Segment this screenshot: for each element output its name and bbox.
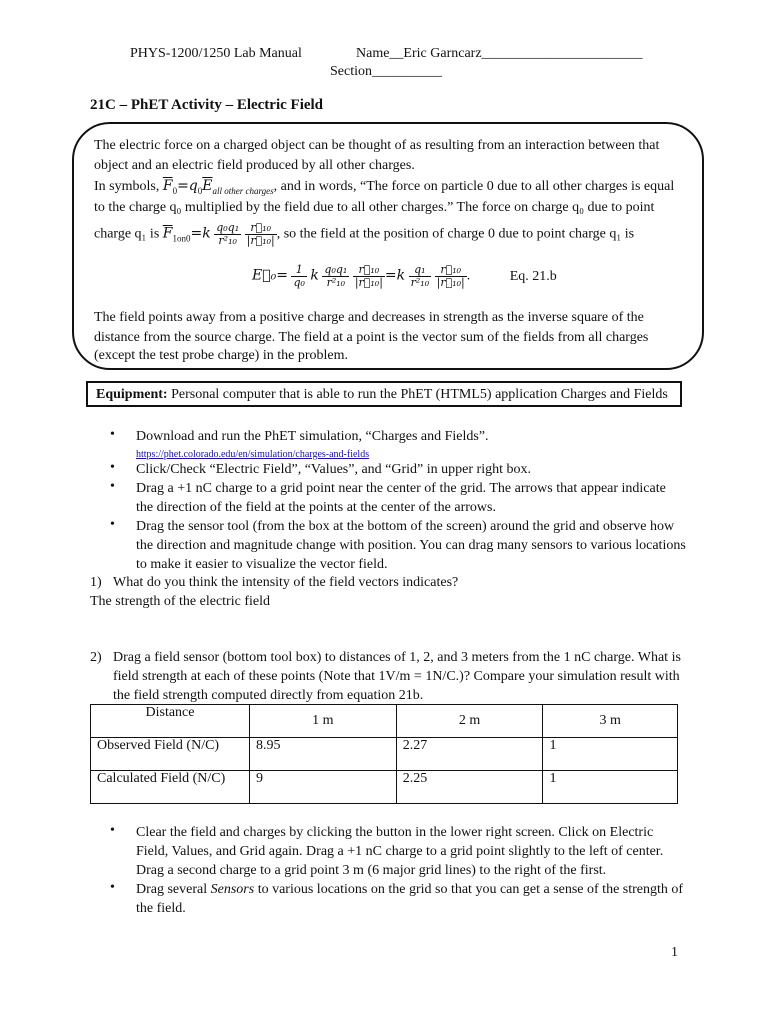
question-1-number: 1) [90,575,102,590]
table-header-cell: Distance [91,705,250,738]
table-header-cell: 3 m [543,705,678,738]
intro-line-4: to the charge q₀ multiplied by the field due to all other charges.” The force on charge q₀ due to point [94,200,655,215]
field-symbol: $\overline{E}$ [202,178,213,194]
table-cell: 1 [543,771,678,804]
intro-line-3 [94,178,674,196]
equipment-box [86,381,682,407]
table-header-cell: 2 m [396,705,543,738]
intro-line-5-pre: charge q₁ is [94,226,160,242]
question-1-answer: The strength of the electric field [90,594,270,609]
table-cell: Calculated Field (N/C) [91,771,250,804]
header-section: Section__________ [330,64,442,79]
equipment-label: Equipment: [96,387,168,402]
bullet-drag-sensors-pre: Drag several [136,882,211,897]
field-table [90,704,678,804]
intro-line-9: (except the test probe charge) in the problem. [94,348,348,363]
equals-k: =k [190,225,211,242]
question-2-text: Drag a field sensor (bottom tool box) to distances of 1, 2, and 3 meters from the 1 nC charge. What is field strength at each of these points (Note that 1V/m = 1N/C.)? Compare your simulation result with the field strength computed directly from equation 21b. [113,650,681,703]
table-header-cell: 1 m [250,705,397,738]
bullet-marker: • [110,517,115,532]
intro-line-3-pre: In symbols, [94,179,160,194]
header-course: PHYS-1200/1250 Lab Manual [130,46,302,61]
bullet-marker: • [110,880,115,895]
page-number: 1 [671,945,678,960]
eq-frac-2: $\frac{\text{q₀q₁}}{\text{r²₁₀}}$ [324,263,348,289]
force-symbol: $\overline{F}$ [162,178,173,194]
eq-frac-4: $\frac{\text{q₁}}{\text{r²₁₀}}$ [410,263,430,289]
bullet-marker: • [110,460,115,475]
eq-lhs: E⃗₀= [252,267,288,284]
intro-line-5-post: , so the field at the position of charge 0 due to point charge q₁ is [276,226,635,242]
equals-q: =q [177,178,198,194]
phet-link-text[interactable]: https://phet.colorado.edu/en/simulation/charges-and-fields [136,449,370,460]
eq-k1: k [310,267,319,284]
eq-frac-1: $\frac{1}{\text{q₀}}$ [293,263,305,289]
bullet-drag-sensors-post: to various locations on the grid so that you can get a sense of the strength of the field. [136,882,684,916]
question-1-text: What do you think the intensity of the field vectors indicates? [113,575,459,590]
table-row [91,738,678,771]
eq-frac-3: $\frac{\text{r⃗₁₀}}{\text{|r⃗₁₀|}}$ [354,263,383,289]
field-subscript: all other charges [212,185,274,196]
equation-label: Eq. 21.b [509,268,557,284]
q-subscript: 0 [197,185,203,196]
equipment-text: Personal computer that is able to run the PhET (HTML5) application Charges and Fields [167,387,668,402]
bullet-drag-sensors [136,880,686,918]
bullet-drag-sensor: Drag the sensor tool (from the box at the bottom of the screen) around the grid and observe how the direction and magnitude change with position. You can drag many sensors to various locations to make it easier to visualize the vector field. [136,519,686,572]
bullet-marker: • [110,479,115,494]
bullet-clear-field: Clear the field and charges by clicking the button in the lower right screen. Click on Electric Field, Values, and Grid again. Drag a +1 nC charge to a grid point slightly to the left of center. Drag a second charge to a grid point 3 m (6 major grid lines) to the right of the first. [136,825,664,878]
table-cell: 2.27 [396,738,543,771]
eq-mid: =k [384,267,406,284]
bullet-marker: • [110,823,115,838]
table-cell: 2.25 [396,771,543,804]
intro-line-8: distance from the source charge. The field at a point is the vector sum of the fields from all charges [94,330,649,345]
table-row [91,771,678,804]
bullet-download: Download and run the PhET simulation, “Charges and Fields”. [136,429,489,444]
question-2-number: 2) [90,650,102,665]
fraction-unit-vector: $\frac{\text{r⃗₁₀}}{\text{|r⃗₁₀|}}$ [246,221,275,247]
table-cell: Observed Field (N/C) [91,738,250,771]
force-1on0-subscript: 1on0 [172,233,191,244]
eq-end: . [466,268,471,284]
bullet-drag-sensors-em: Sensors [210,882,255,897]
equation-21b [252,264,557,289]
fraction-q0q1-r2: $\frac{\text{q₀q₁}}{\text{r²₁₀}}$ [216,221,240,247]
page-title: 21C – PhET Activity – Electric Field [90,97,324,113]
bullet-marker: • [110,427,115,442]
table-cell: 8.95 [250,738,397,771]
intro-line-5 [94,222,634,247]
intro-line-7: The field points away from a positive charge and decreases in strength as the inverse square of the [94,310,644,325]
bullet-click-check: Click/Check “Electric Field”, “Values”, and “Grid” in upper right box. [136,462,531,477]
eq-frac-5: $\frac{\text{r⃗₁₀}}{\text{|r⃗₁₀|}}$ [436,263,465,289]
force-subscript: 0 [172,185,178,196]
intro-box [72,122,704,370]
intro-line-1: The electric force on a charged object can be thought of as resulting from an interaction between that [94,138,660,153]
intro-line-3-post: , and in words, “The force on particle 0 due to all other charges is equal [273,179,675,194]
bullet-drag-charge: Drag a +1 nC charge to a grid point near the center of the grid. The arrows that appear indicate the direction of the field at the points at the center of the arrows. [136,481,666,515]
table-header-row [91,705,678,738]
table-cell: 9 [250,771,397,804]
force-1on0-symbol: $\overline{F}$ [162,225,173,242]
table-cell: 1 [543,738,678,771]
header-name: Name__Eric Garncarz_______________________ [356,46,643,61]
intro-line-2: object and an electric field produced by all other charges. [94,158,415,173]
